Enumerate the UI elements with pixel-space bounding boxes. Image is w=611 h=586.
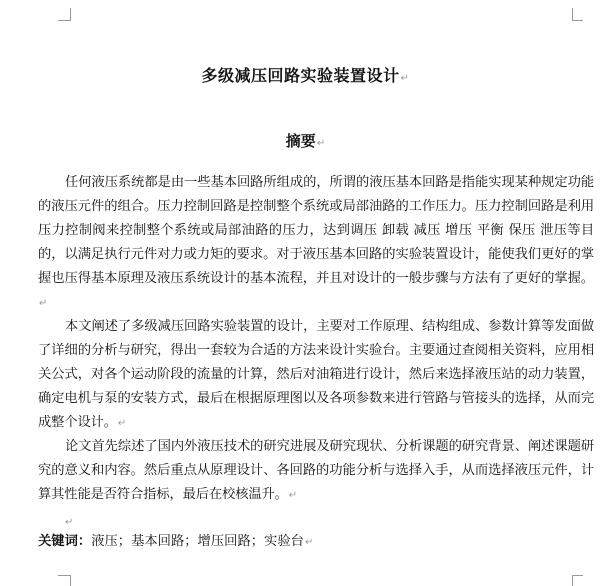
paragraph-mark-icon: ↵ (288, 490, 298, 501)
paragraph-1-text[interactable]: 任何液压系统都是由一些基本回路所组成的，所谓的液压基本回路是指能实现某种规定功能的液压元件的组合。压力控制回路是控制整个系统或局部油路的工作压力。压力控制回路是利用压力控制阀来控制整个系统或局部油路的压力，达到调压 卸载 减压 增压 平衡 保压 泄压等目的，以满足执行元件对力或力矩的要求。对于液压基本回路的实验装置设计，能使我们更好的掌握也压得基本原理及液压系统设计的基本流程，并且对设计的一般步骤与方法有了更好的掌握。 (38, 175, 594, 286)
keywords-text[interactable]: 液压；基本回路；增压回路；实验台 (91, 534, 304, 549)
abstract-heading-text[interactable]: 摘要 (285, 132, 316, 150)
crop-mark-top-left (58, 8, 71, 21)
empty-paragraph[interactable] (64, 510, 73, 529)
paragraph-mark-icon: ↵ (117, 418, 127, 429)
keywords-line[interactable] (38, 530, 594, 555)
abstract-paragraph-1[interactable] (38, 171, 594, 316)
abstract-paragraph-3[interactable] (38, 435, 594, 508)
crop-mark-top-right (572, 8, 583, 21)
title-text[interactable]: 多级减压回路实验装置设计 (201, 66, 400, 85)
crop-mark-bottom-left (58, 575, 71, 586)
keywords-label: 关键词： (38, 534, 92, 549)
abstract-paragraph-2[interactable] (38, 315, 594, 436)
paragraph-mark-icon: ↵ (316, 138, 326, 149)
paragraph-2-text[interactable]: 本文阐述了多级减压回路实验装置的设计，主要对工作原理、结构组成、参数计算等发面做了详细的分析与研究，得出一套较为合适的方法来设计实验台。主要通过查阅相关资料，应用相关公式，对各个运动阶段的流量的计算，然后对油箱进行设计，然后来选择液压站的动力装置，确定电机与泵的安装方式，最后在根据原理图以及各项参数来进行管路与管接头的选择，从而完成整个设计。 (38, 319, 594, 430)
paragraph-mark-icon: ↵ (65, 517, 74, 528)
paragraph-mark-icon: ↵ (400, 73, 410, 84)
paragraph-mark-icon: ↵ (39, 298, 48, 309)
document-title[interactable] (0, 63, 611, 86)
abstract-heading[interactable] (0, 130, 611, 151)
crop-mark-bottom-right (572, 575, 583, 586)
paragraph-mark-icon: ↵ (304, 537, 314, 548)
paragraph-3-text[interactable]: 论文首先综述了国内外液压技术的研究进展及研究现状、分析课题的研究背景、阐述课题研究的意义和内容。然后重点从原理设计、各回路的功能分析与选择入手，从而选择液压元件，计算其性能是否符合指标，最后在校核温升。 (38, 439, 594, 502)
